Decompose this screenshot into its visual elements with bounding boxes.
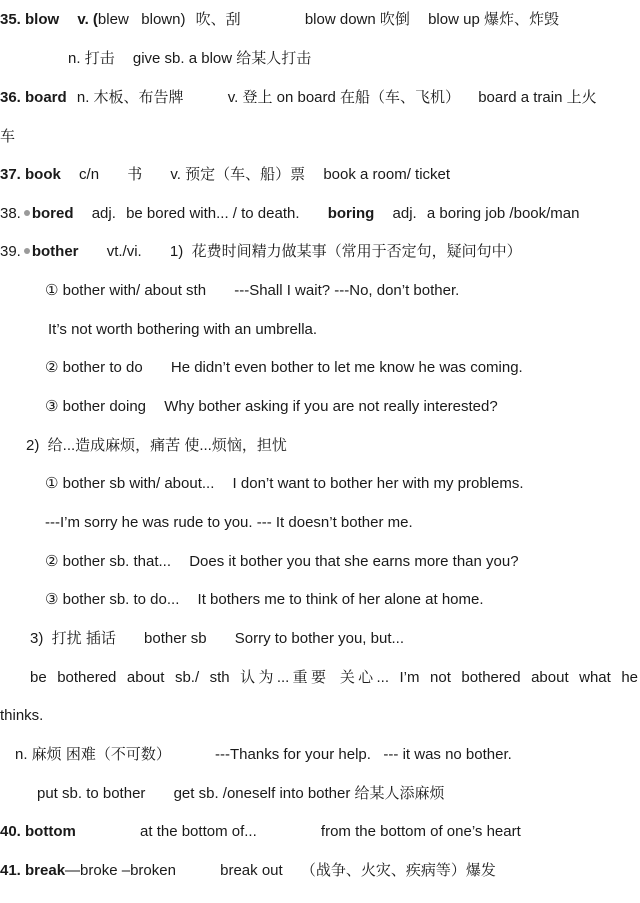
noun-sense — [15, 745, 512, 765]
phrase: blow up — [428, 11, 480, 28]
usage-example: It bothers me to think of her alone at home. — [197, 591, 484, 608]
usage-example: I don’t want to bother her with my problems. — [232, 475, 524, 492]
pos-label: adj. — [392, 205, 417, 222]
usage-pattern: ① bother with/ about sth — [45, 282, 207, 299]
phrase: book a room/ ticket — [323, 166, 451, 183]
usage-text: be bothered about sb./ sth 认为...重要 关心... I’m not bothered about what he — [30, 669, 638, 686]
entry-headword: bother — [31, 243, 79, 260]
sense-definition: 3) 打扰 插话 — [30, 630, 116, 647]
usage-example: ---I’m sorry he was rude to you. --- It doesn’t bother me. — [45, 514, 413, 531]
usage-pattern: ② bother to do — [45, 359, 143, 376]
noun-phrases — [37, 784, 445, 804]
phrase-translation: 爆炸、炸毁 — [483, 11, 559, 28]
phrase: put sb. to bother — [37, 785, 146, 802]
entry-headword: 37. book — [0, 166, 61, 183]
pos-label: n. — [68, 50, 81, 67]
noun-definition: n. 木板、布告牌 — [76, 89, 184, 106]
entry-headword: 36. board — [0, 89, 67, 106]
phrase-translation: 在船（车、飞机） — [340, 89, 461, 106]
bothered-usage — [30, 668, 638, 688]
usage-pattern: ③ bother sb. to do... — [45, 591, 180, 608]
sense-2-usage-2 — [45, 552, 519, 572]
usage-example: Why bother asking if you are not really interested? — [164, 398, 498, 415]
wrapped-text: thinks. — [0, 707, 44, 724]
verb-forms: —broke –broken — [65, 862, 176, 879]
phrase: be bored with... / to death. — [126, 205, 300, 222]
pos-label: v. ( — [77, 11, 98, 28]
entry-headword: bored — [31, 205, 74, 222]
bullet-dot-icon — [24, 248, 30, 254]
sense-1: 1) 花费时间精力做某事（常用于否定句，疑问句中） — [169, 243, 522, 260]
sense-3 — [30, 629, 404, 649]
bullet-dot-icon — [24, 210, 30, 216]
usage-pattern: bother sb — [144, 630, 207, 647]
phrase: board a train — [478, 89, 563, 106]
usage-example: It’s not worth bothering with an umbrella. — [48, 321, 318, 338]
phrase: at the bottom of... — [140, 823, 257, 840]
usage-pattern: ② bother sb. that... — [45, 553, 172, 570]
usage-pattern: ③ bother doing — [45, 398, 147, 415]
usage-example: He didn’t even bother to let me know he was coming. — [170, 359, 523, 376]
sense-1-usage-3 — [45, 397, 498, 417]
phrase: get sb. /oneself into bother 给某人添麻烦 — [173, 785, 445, 802]
entry-number: 38. — [0, 205, 21, 222]
entry-headword: 40. bottom — [0, 823, 76, 840]
chinese-definition: 打击 — [84, 50, 115, 67]
entry-40 — [0, 822, 521, 842]
pos-label: vt./vi. — [106, 243, 142, 260]
phrase-translation: 给某人打击 — [236, 50, 312, 67]
pos-label: adj. — [91, 205, 116, 222]
usage-example: Does it bother you that she earns more than you? — [189, 553, 519, 570]
verb-definition: v. 预定（车、船）票 — [170, 166, 306, 183]
entry-39-header — [0, 242, 522, 262]
entry-headword: 35. blow — [0, 11, 60, 28]
sense-2 — [26, 436, 287, 456]
usage-example: ---Thanks for your help. --- it was no bother. — [215, 746, 512, 763]
phrase: a boring job /book/man — [426, 205, 580, 222]
usage-pattern: ① bother sb with/ about... — [45, 475, 215, 492]
sense-2-usage-3 — [45, 590, 484, 610]
pos-label: c/n — [79, 166, 100, 183]
entry-35-line-1 — [0, 10, 559, 30]
entry-37 — [0, 165, 450, 185]
verb-forms: blew blown) — [97, 11, 186, 28]
noun-definition: n. 麻烦 困难（不可数） — [15, 746, 171, 763]
phrase-translation: 上火 — [566, 89, 597, 106]
entry-36-line-2 — [0, 127, 15, 147]
chinese-definition: 吹、刮 — [195, 11, 241, 28]
related-word: boring — [327, 205, 375, 222]
entry-41 — [0, 861, 496, 881]
sense-1-usage-2 — [45, 358, 523, 378]
usage-example: ---Shall I wait? ---No, don’t bother. — [234, 282, 460, 299]
sense-2-usage-1 — [45, 474, 524, 494]
sense-1-usage-1 — [45, 281, 459, 301]
phrase: blow down — [304, 11, 376, 28]
entry-headword: 41. break — [0, 862, 66, 879]
sense-1-usage-1-example-2 — [48, 320, 317, 340]
sense-2-usage-1-example-2 — [45, 513, 413, 533]
entry-number: 39. — [0, 243, 21, 260]
entry-38 — [0, 204, 579, 224]
usage-example: Sorry to bother you, but... — [234, 630, 404, 647]
phrase: give sb. a blow — [132, 50, 233, 67]
entry-35-line-2 — [68, 49, 311, 69]
phrase: from the bottom of one’s heart — [320, 823, 521, 840]
bothered-usage-wrap — [0, 706, 43, 726]
phrase-translation: （战争、火灾、疾病等）爆发 — [300, 862, 496, 879]
phrase-translation: 吹倒 — [379, 11, 410, 28]
phrase: break out — [220, 862, 283, 879]
phrase: on board — [276, 89, 336, 106]
entry-36-line-1 — [0, 88, 597, 108]
chinese-definition: 书 — [127, 166, 143, 183]
wrapped-text: 车 — [0, 128, 16, 145]
verb-definition: v. 登上 — [227, 89, 273, 106]
sense-definition: 2) 给...造成麻烦，痛苦 使...烦恼，担忧 — [26, 437, 287, 454]
